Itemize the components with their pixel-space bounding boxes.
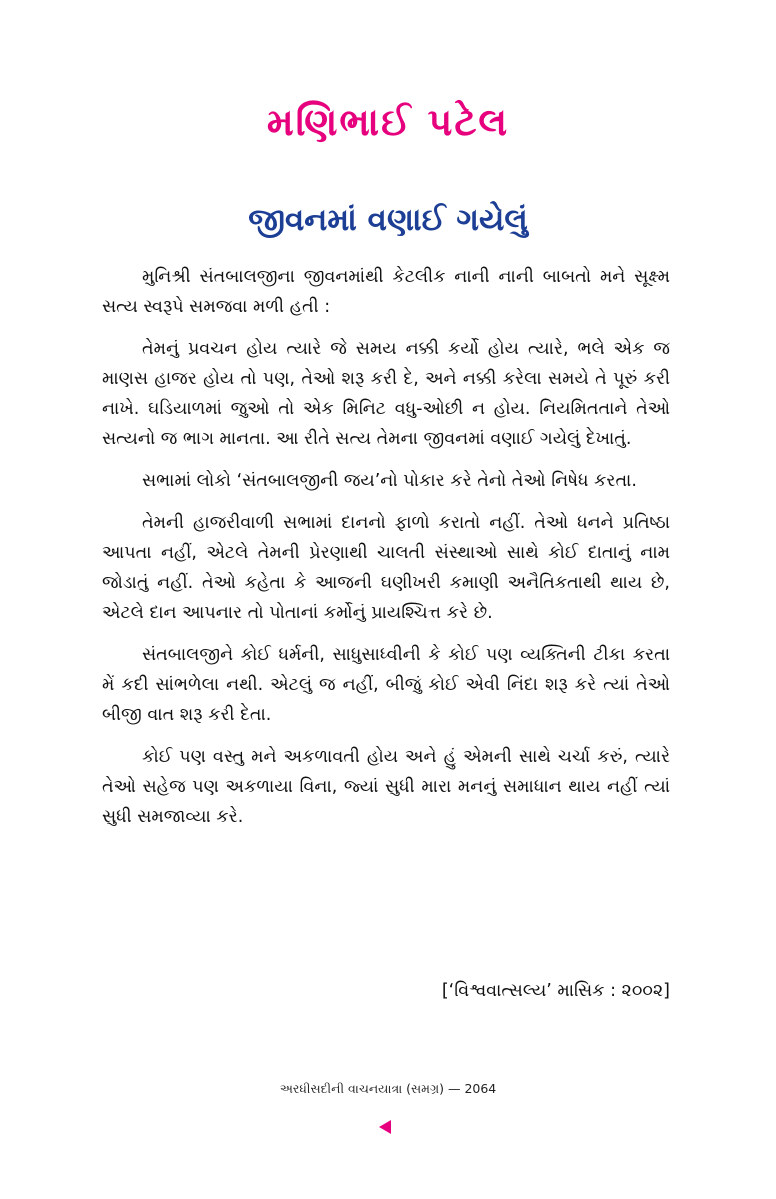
page-footer: અરધીસદીની વાચનયાત્રા (સમગ્ર) — 2064 [279,1081,497,1096]
article-title: જીવનમાં વણાઈ ગયેલું [248,202,528,238]
author-name: મણિભાઈ પટેલ [266,100,510,144]
paragraph-3: સભામાં લોકો ‘સંતબાલજીની જય’નો પોકાર કરે તેનો તેઓ નિષેધ કરતા. [142,471,637,491]
article-body [102,262,670,844]
paragraph-1: મુનિશ્રી સંતબાલજીના જીવનમાંથી કેટલીક નાની નાની બાબતો મને સૂક્ષ્મ સત્ય સ્વરૂપે સમજવા મળી હતી : [102,267,670,317]
paragraph-4: તેમની હાજરીવાળી સભામાં દાનનો ફાળો કરાતો નહીં. તેઓ ધનને પ્રતિષ્ઠા આપતા નહીં, એટલે તેમની પ્રેરણાથી ચાલતી સંસ્થાઓ સાથે કોઈ દાતાનું નામ જોડાતું નહીં. તેઓ કહેતા કે આજની ઘણીખરી કમાણી અનૈતિકતાથી થાય છે, એટલે દાન આપનાર તો પોતાનાં કર્મોનું પ્રાયશ્ચિત્ત કરે છે. [102,513,670,623]
paragraph-2: તેમનું પ્રવચન હોય ત્યારે જે સમય નક્કી કર્યો હોય ત્યારે, ભલે એક જ માણસ હાજર હોય તો પણ, તેઓ શરૂ કરી દે, અને નક્કી કરેલા સમયે તે પૂરું કરી નાખે. ઘડિયાળમાં જુઓ તો એક મિનિટ વધુ-ઓછી ન હોય. નિયમિતતાને તેઓ સત્યનો જ ભાગ માનતા. આ રીતે સત્ય તેમના જીવનમાં વણાઈ ગયેલું દેખાતું. [102,339,670,449]
paragraph-5: સંતબાલજીને કોઈ ધર્મની, સાધુસાધ્વીની કે કોઈ પણ વ્યક્તિની ટીકા કરતા મેં કદી સાંભળેલા નથી. એટલું જ નહીં, બીજું કોઈ એવી નિંદા શરૂ કરે ત્યાં તેઓ બીજી વાત શરૂ કરી દેતા. [102,645,670,725]
left-triangle-icon[interactable] [379,1120,391,1134]
source-citation: [‘વિશ્વવાત્સલ્ય’ માસિક : ૨૦૦૨] [441,981,670,1001]
paragraph-6: કોઈ પણ વસ્તુ મને અકળાવતી હોય અને હું એમની સાથે ચર્ચા કરું, ત્યારે તેઓ સહેજ પણ અકળાયા વિના, જ્યાં સુધી મારા મનનું સમાધાન થાય નહીં ત્યાં સુધી સમજાવ્યા કરે. [102,747,670,827]
